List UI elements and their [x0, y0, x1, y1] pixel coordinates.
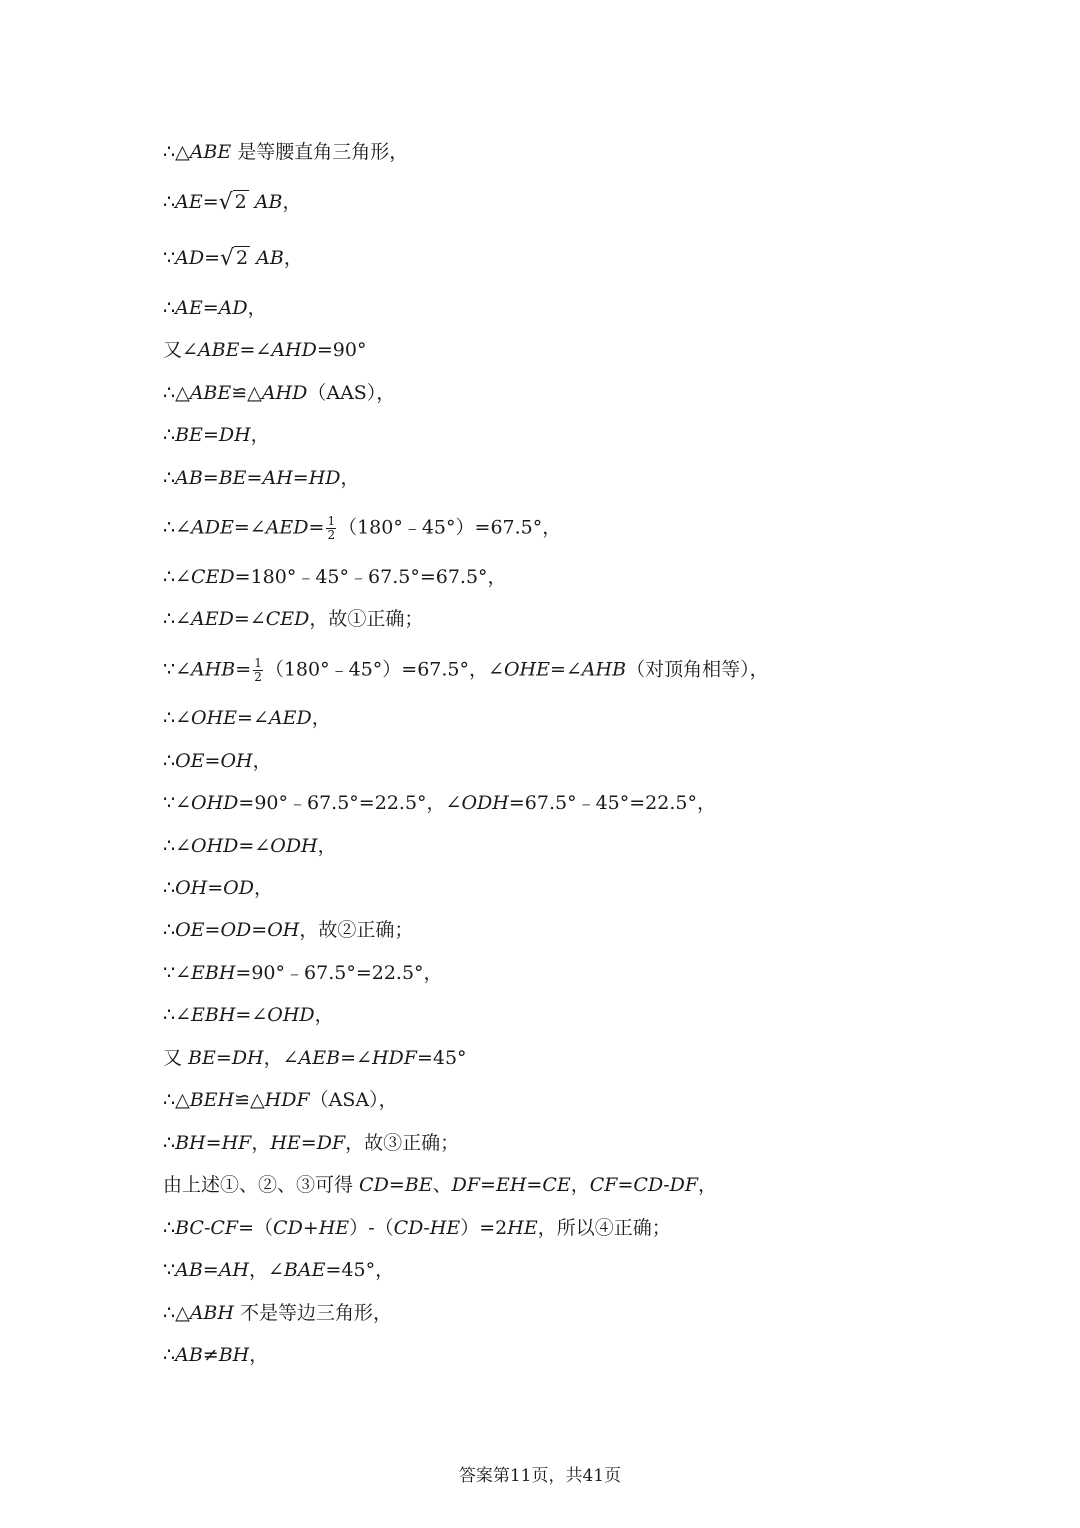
line-14: ∴OE=OH， [163, 750, 272, 772]
line-17: ∴OH=OD， [163, 877, 273, 899]
page-footer: 答案第11页，共41页 [458, 1466, 622, 1486]
line-6: ∴△ABE≌△AHD（AAS）， [163, 382, 396, 404]
line-9: ∴∠ADE=∠AED= $\frac{1}{2}$ （180°﹣45°）=67.5°， [163, 514, 562, 542]
line-22: ∴△BEH≌△HDF（ASA）， [163, 1089, 398, 1111]
line-21: 又 BE=DH，∠AEB=∠HDF=45° [163, 1047, 467, 1069]
line-11: ∴∠AED=∠CED，故①正确； [163, 608, 424, 630]
line-7: ∴BE=DH， [163, 424, 270, 446]
line-12: ∵∠AHB= $\frac{1}{2}$ （180°﹣45°）=67.5°，∠OHE=∠AHB（对顶角相等）， [163, 656, 769, 684]
fraction-half: $\frac{1}{2}$ [254, 656, 262, 684]
line-4: ∴AE=AD， [163, 297, 267, 319]
line-26: ∵AB=AH，∠BAE=45°， [163, 1259, 395, 1281]
line-23: ∴BH=HF，HE=DF，故③正确； [163, 1132, 460, 1154]
line-5: 又∠ABE=∠AHD=90° [163, 339, 367, 361]
sqrt-symbol: √ 2 [218, 190, 247, 215]
line-3: ∵AD=√ 2 AB， [163, 246, 303, 271]
sqrt-symbol: √ 2 [219, 246, 249, 271]
line-28: ∴AB≠BH， [163, 1344, 269, 1366]
line-24: 由上述①、②、③可得 CD=BE、DF=EH=CE，CF=CD-DF， [163, 1174, 718, 1196]
line-20: ∴∠EBH=∠OHD， [163, 1004, 334, 1026]
line-10: ∴∠CED=180°﹣45°﹣67.5°=67.5°， [163, 566, 507, 588]
line-8: ∴AB=BE=AH=HD， [163, 467, 360, 489]
line-27: ∴△ABH 不是等边三角形， [163, 1302, 393, 1324]
line-15: ∵∠OHD=90°﹣67.5°=22.5°，∠ODH=67.5°﹣45°=22.5°， [163, 792, 716, 814]
line-13: ∴∠OHE=∠AED， [163, 707, 331, 729]
fraction-half: $\frac{1}{2}$ [327, 514, 336, 542]
line-1: ∴△ABE 是等腰直角三角形， [163, 141, 409, 163]
line-2: ∴AE=√ 2 AB， [163, 190, 302, 215]
line-16: ∴∠OHD=∠ODH， [163, 835, 337, 857]
line-19: ∵∠EBH=90°﹣67.5°=22.5°， [163, 962, 443, 984]
line-18: ∴OE=OD=OH，故②正确； [163, 919, 414, 941]
line-25: ∴BC-CF=（CD+HE）-（CD-HE）=2HE，所以④正确； [163, 1217, 671, 1239]
